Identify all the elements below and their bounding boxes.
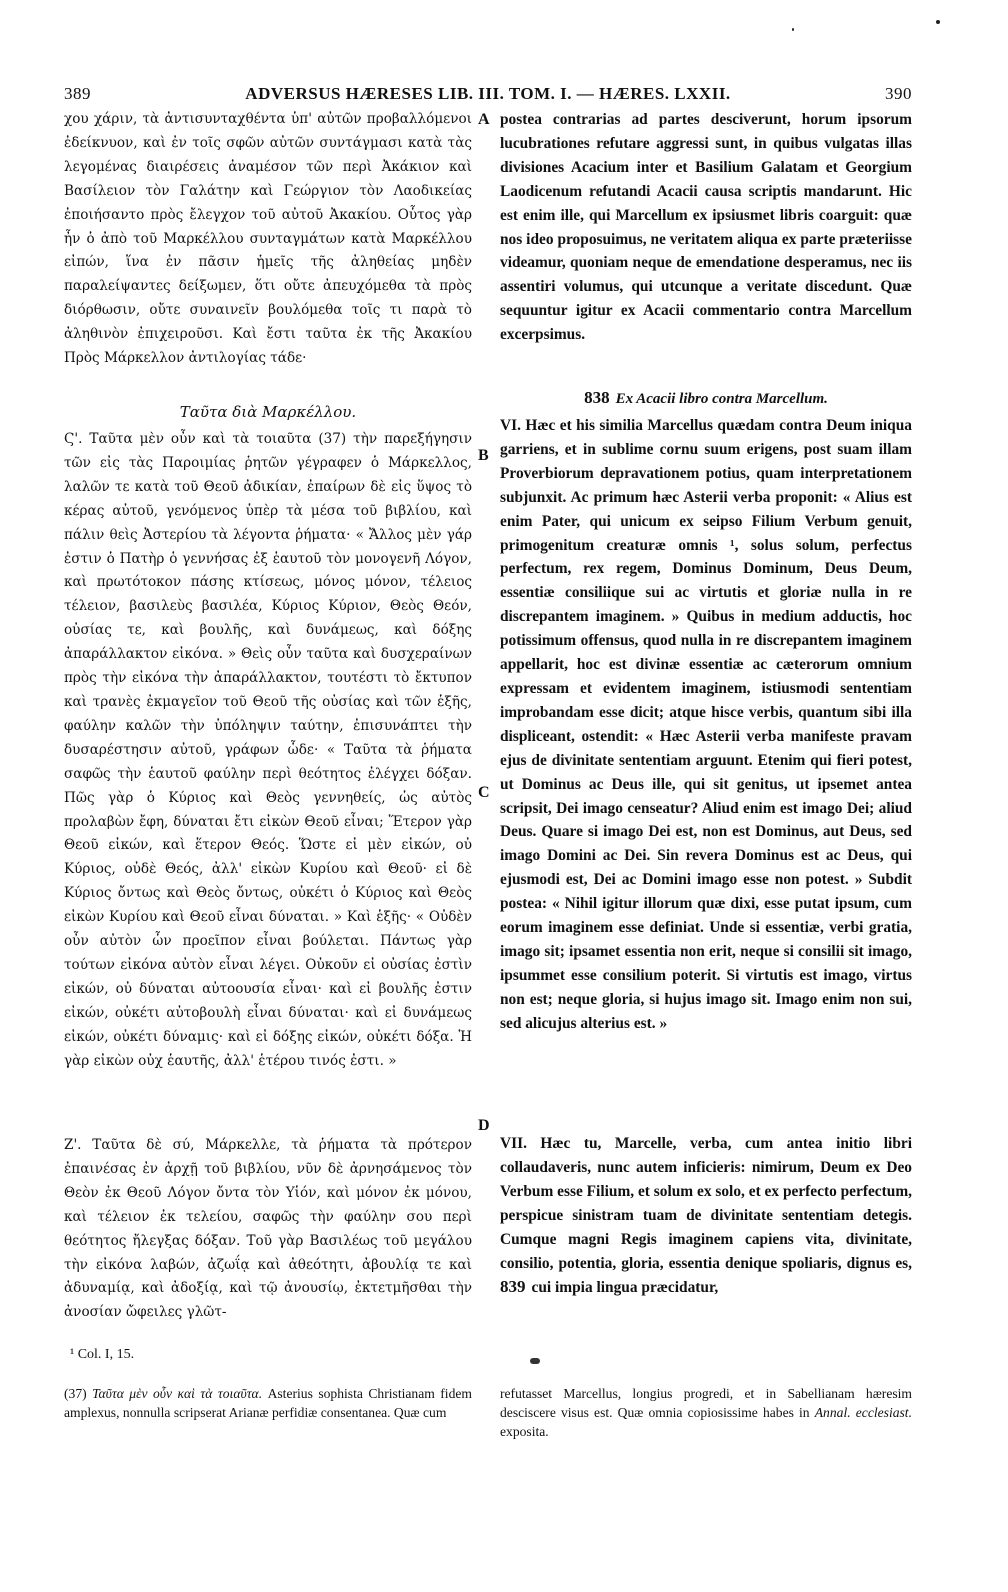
note-quote: Ταῦτα μὲν οὖν καὶ τὰ τοιαῦτα. [92, 1386, 263, 1401]
note-right [500, 1384, 912, 1441]
latin-subhead-block [500, 386, 912, 412]
note-left [64, 1384, 472, 1422]
margin-mark-a: A [478, 111, 490, 128]
greek-paragraph-3: Ζ'. Ταῦτα δὲ σύ, Μάρκελλε, τὰ ῥήματα τὰ πρότερον ἐπαινέσας ἐν ἀρχῇ τοῦ βιβλίου, νῦν δὲ ἀρνησάμενος τὸν Θεὸν ἐκ Θεοῦ Λόγον ὄντα τὸν Υἱόν, καὶ μόνον ἐκ μόνου, καὶ τέλειον ἐκ τελείου, σαφῶς τὴν φαύλην σου περὶ θεότητος ἤλεγξας δόξαν. Τοῦ γὰρ Βασιλέως τοῦ μεγάλου τὴν εἰκόνα λαβών, ἀζωΐᾳ καὶ ἀθεότητι, ἀβουλίᾳ τε καὶ ἀδυναμίᾳ, καὶ ἀδοξίᾳ, καὶ τῷ ἀνουσίῳ, ἐκτετμῆσθαι τὴν ἀνοσίαν ὤφειλες γλῶτ- [64, 1137, 472, 1321]
scan-speck [936, 20, 940, 24]
latin-paragraph-2: VI. Hæc et his similia Marcellus quædam contra Deum iniqua garriens, et in sublime cornu suum erigens, post suam illam Proverbiorum depravationem potius, quam interpretationem subjunxit. Ac primum hæc Asterii verba proponit: « Alius est enim Pater, qui unicum ex seipso Filium Verbum genuit, primogenitum creaturæ omnis ¹, solus solum, perfectus perfectum, rex regem, Dominus Dominum, Deus Deum, essentiæ consiliique sui ac virtutis et gloriæ nulla in re discrepantem imaginem. » Quibus in medium adductis, hoc potissimum offensus, quod nulla in re discrepantem imaginem appellarit, hoc est divinæ essentiæ ac cæterorum omnium expressam et evidentem imaginem, istiusmodi sententiam improbandam esse dicit; atque hisce verbis, quantum sibi illa displiceant, ostendit: « Hæc Asterii verba manifeste pravam ejus de divinitate sententiam arguunt. Etenim qui fieri potest, ut Dominus ac Deus ille, qui sit genitus, ut ipsemet antea scripsit, Dei imago censeatur? Aliud enim est imago Dei; aliud Deus. Quare si imago Dei est, non est Dominus, aut Deus, sed imago Domini ac Dei. Sin revera Dominus est ac Deus, qui ejusmodi est, Dei ac Domini imago esse non potest. » Subdit postea: « Nihil igitur illorum quæ dixi, esse putat ipsum, cum eorum imaginem esse definiat. Unde si essentiæ, verbi gratia, imago sit; ipsamet essentia non erit, neque si consilii sit imago, ipsummet esse consilium poterit. Si virtutis est imago, virtus non est; neque gloria, si hujus imago sit. Imago enim non sui, sed alicujus alterius est. » [500, 417, 912, 1032]
latin-subhead [500, 386, 912, 411]
greek-column-section-7 [64, 1134, 472, 1328]
page-number-right: 390 [885, 84, 912, 103]
page-number-left: 389 [64, 84, 91, 103]
latin-paragraph-3-text-a: VII. Hæc tu, Marcelle, verba, cum antea initio libri collaudaveris, nunc autem inficieris: nimirum, Deum ex Deo Verbum esse Filium, et solum ex solo, et ex perfecto perfectum, perspicue sinistram tuam de divinitate sententiam detegis. Cumque magni Regis imaginem capiens vita, divinitate, consilio, potentia, gloria, essentia denique spoliaris, dignus es, [500, 1135, 912, 1272]
running-header [64, 80, 912, 108]
margin-mark-b: B [478, 447, 489, 464]
note-reference: Annal. ecclesiast. [814, 1405, 912, 1420]
latin-column-section-7 [500, 1132, 912, 1326]
scan-speck [792, 28, 794, 31]
note-right-text-b: exposita. [500, 1424, 549, 1439]
note-right-text-a: refutasset Marcellus, longius progredi, et in Sabellianam hæresim desciscere visus est. Quæ omnia copiosissime habes in [500, 1386, 912, 1420]
greek-paragraph-2: Ϛ'. Ταῦτα μὲν οὖν καὶ τὰ τοιαῦτα (37) τὴν παρεξήγησιν τῶν εἰς τὰς Παροιμίας ῥητῶν γέγραφεν ὁ Μάρκελλος, λαλῶν τε κατὰ τοῦ Θεοῦ ἀδικίαν, ἐπαίρων δὲ εἰς ὕψος τὸ κέρας αὐτοῦ, γενόμενος ὑπὲρ τὰ μέσα τοῦ βιβλίου, καὶ πάλιν θεὶς Ἀστερίου τὰ λέγοντα ῥήματα· « Ἄλλος μὲν γάρ ἐστιν ὁ Πατὴρ ὁ γεννήσας ἐξ ἑαυτοῦ τὸν μονογενῆ Λόγον, καὶ πρωτότοκον πάσης κτίσεως, μόνος μόνον, τέλειος τέλειον, βασιλεὺς βασιλέα, Κύριος Κύριον, Θεὸς Θεόν, οὐσίας τε, καὶ βουλῆς, καὶ δυνάμεως, καὶ δόξης ἀπαράλλακτον εἰκόνα. » Θεὶς οὖν ταῦτα καὶ δυσχεραίνων πρὸς τὴν εἰκόνα τὴν ἀπαράλλακτον, τουτέστι τὸ ἔκτυπον καὶ τρανὲς ἐκμαγεῖον τοῦ Θεοῦ τῆς οὐσίας καὶ τῶν ἑξῆς, φαύλην καλῶν τὴν ὑπόληψιν ταύτην, ἐπισυνάπτει τὴν δυσαρέστησιν αὐτοῦ, γράφων ὧδε· « Ταῦτα τὰ ῥήματα σαφῶς τὴν ἑαυτοῦ φαύλην περὶ θεότητος ἐλέγχει δόξαν. Πῶς γὰρ ὁ Κύριος καὶ Θεὸς γεννηθείς, ὡς αὐτὸς προλαβὼν ἔφη, δύναται ἔτι εἰκὼν Θεοῦ εἶναι; Ἕτερον γὰρ Θεοῦ εἰκών, καὶ ἕτερον Θεός. Ὥστε εἰ μὲν εἰκών, οὐ Κύριος, οὐδὲ Θεός, ἀλλ' εἰκὼν Κυρίου καὶ Θεοῦ· εἰ δὲ Κύριος ὄντως καὶ Θεὸς ὄντως, οὐκέτι ὁ Κύριος καὶ Θεὸς εἰκὼν Κυρίου καὶ Θεοῦ εἶναι δύναται. » Καὶ ἑξῆς· « Οὐδὲν οὖν αὐτὸν ὧν προεῖπον εἶναι βούλεται. Πάντως γὰρ τούτων εἰκόνα αὐτὸν εἶναι λέγει. Οὐκοῦν εἰ οὐσίας ἐστὶν εἰκών, οὐ δύναται αὐτοουσία εἶναι· καὶ εἰ βουλῆς ἐστιν εἰκών, οὐκέτι αὐτοβουλὴ εἶναι δύναται· καὶ εἰ δυνάμεως εἰκών, οὐκέτι δύναμις· καὶ εἰ δόξης εἰκών, οὐκέτι δόξα. Ἡ γὰρ εἰκὼν οὐχ ἑαυτῆς, ἀλλ' ἑτέρου τινός ἐστι. » [64, 431, 472, 1069]
margin-mark-d: D [478, 1117, 490, 1134]
greek-column-section-6 [64, 428, 472, 1116]
separator-ornament [530, 1358, 540, 1364]
greek-subhead: Ταῦτα διὰ Μαρκέλλου. [179, 403, 357, 421]
latin-column-intro [500, 108, 912, 384]
running-title: ADVERSUS HÆRESES LIB. III. TOM. I. — HÆRES. LXXII. [245, 84, 731, 103]
margin-mark-c: C [478, 784, 490, 801]
column-number-838: 838 [584, 388, 610, 407]
latin-paragraph-1: postea contrarias ad partes desciverunt, horum ipsorum lucubrationes refutare aggressi sunt, in quibus vulgatas illas divisiones Acacium inter et Basilium Galatam et Georgium Laodicenum refutandi Acacii causa scriptis mandarunt. Hic est enim ille, qui Marcellum ex ipsiusmet libris coarguit: quæ nos ideo proposuimus, ne veritatem aliqua ex parte præteriisse videamur, quoniam neque de emendatione desperamus, nec iis assentiri volumus, qui utcunque a veritate discedunt. Quæ sequuntur igitur ex Acacii commentario contra Marcellum excerpsimus. [500, 111, 912, 344]
latin-paragraph-3-text-b: cui impia lingua præcidatur, [531, 1279, 719, 1297]
column-number-839: 839 [500, 1277, 526, 1297]
latin-paragraph-3 [500, 1132, 912, 1300]
footnote: ¹ Col. I, 15. [70, 1347, 135, 1362]
note-label: (37) [64, 1386, 87, 1401]
latin-subhead-text: Ex Acacii libro contra Marcellum. [615, 391, 828, 407]
latin-column-section-6 [500, 414, 912, 1126]
greek-column-intro [64, 108, 472, 398]
greek-subhead-block [64, 400, 472, 426]
greek-paragraph-1: χου χάριν, τὰ ἀντισυνταχθέντα ὑπ' αὐτῶν προβαλλόμενοι ἐδείκνυον, καὶ ἐν τοῖς σφῶν αὐτῶν συντάγμασι κατὰ τὰς λεγομένας διαιρέσεις ἀναμέσον τῶν περὶ Ἀκάκιον καὶ Βασίλειον τὸν Γαλάτην καὶ Γεώργιον τὸν Λαοδικείας ἐποιήσαντο πρὸς ἔλεγχον τοῦ αὐτοῦ Ἀκακίου. Οὗτος γὰρ ἦν ὁ ἀπὸ τοῦ Μαρκέλλου συνταγμάτων κατὰ Μαρκέλλου εἰπών, ἵνα ἐν πᾶσιν ἡμεῖς τῆς ἀληθείας μηδὲν παραλείψαντες δείξωμεν, ὅτι οὔτε ἀπευχόμεθα τὰ πρὸς διόρθωσιν, οὔτε συναινεῖν βουλόμεθα τοῖς τι παρὰ τὸ ἀληθινὸν ἐπιχειροῦσι. Καὶ ἔστι ταῦτα ἐκ τῆς Ἀκακίου Πρὸς Μάρκελλον ἀντιλογίας τάδε· [64, 111, 472, 367]
note-left-text: Asterius sophista Christianam fidem amplexus, nonnulla scripserat Arianæ perfidiæ consentanea. Quæ cum [64, 1386, 472, 1420]
